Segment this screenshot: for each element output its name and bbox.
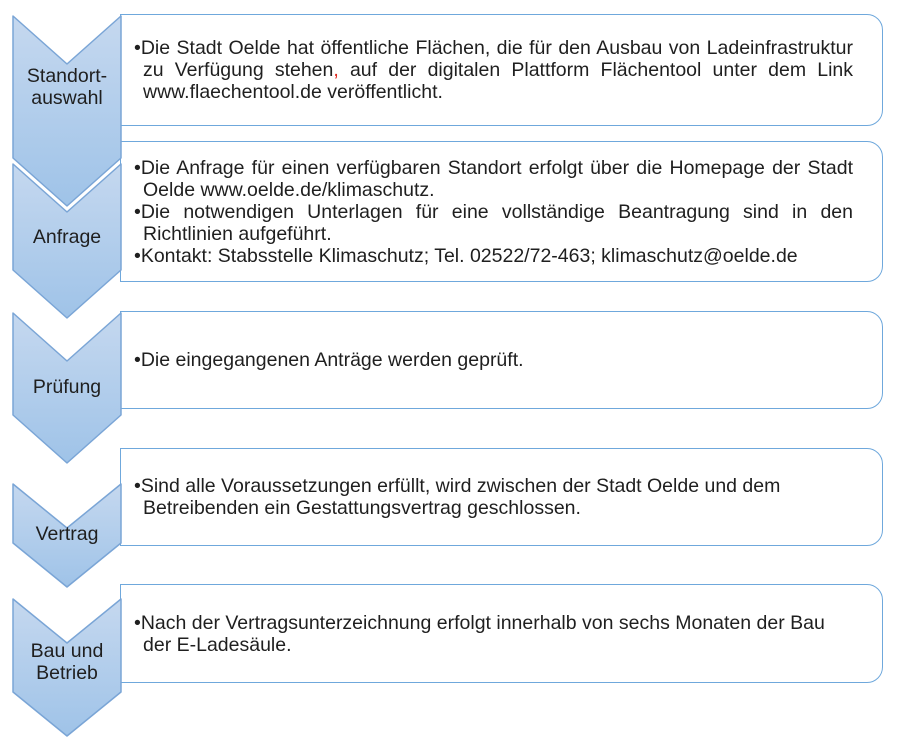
bullet-item xyxy=(134,201,853,245)
bullet-text: auf der digitalen Plattform Flächentool unter dem Link www.flaechentool.de veröffentlicht. xyxy=(143,59,853,103)
bullet-glyph: • xyxy=(134,244,141,267)
anfrage-box xyxy=(120,141,883,282)
bullet-text: Die Stadt Oelde hat öffentliche Flächen, die für den Ausbau von Ladeinfrastruktur zu Verfügung stehen xyxy=(140,37,853,81)
vertrag-box xyxy=(120,448,883,546)
chevron-down-icon-anfrage xyxy=(12,163,122,319)
bullet-item xyxy=(134,612,853,656)
red-comma: , xyxy=(333,59,339,81)
pruefung-box xyxy=(120,311,883,409)
bullet-item xyxy=(134,349,853,371)
bullet-text: Nach der Vertragsunterzeichnung erfolgt innerhalb von sechs Monaten der Bau der E-Ladesäule. xyxy=(140,611,825,656)
bullet-item xyxy=(134,475,853,519)
bullet-item xyxy=(134,245,853,267)
step-label-pruefung: Prüfung xyxy=(32,376,102,398)
step-label-bau-und-betrieb: Bau und Betrieb xyxy=(30,640,104,684)
bullet-glyph: • xyxy=(134,475,141,497)
bullet-glyph: • xyxy=(134,156,141,179)
bau-und-betrieb-box xyxy=(120,584,883,683)
bullet-text: Die Anfrage für einen verfügbaren Standort erfolgt über die Homepage der Stadt Oelde www.oelde.de/klimaschutz. xyxy=(140,156,853,201)
bullet-item xyxy=(134,157,853,201)
bullet-text: Kontakt: Stabsstelle Klimaschutz; Tel. 02522/72-463; klimaschutz@oelde.de xyxy=(140,244,798,267)
chevron-down-icon-vertrag xyxy=(12,483,122,588)
step-label-standortauswahl: Standort-auswahl xyxy=(26,65,108,109)
bullet-text: Die eingegangenen Anträge werden geprüft. xyxy=(140,349,524,371)
chevron-down-icon-bau-und-betrieb xyxy=(12,598,122,737)
bullet-glyph: • xyxy=(134,200,141,223)
bullet-item xyxy=(134,37,853,103)
step-label-vertrag: Vertrag xyxy=(35,523,99,545)
chevron-down-icon-pruefung xyxy=(12,312,122,464)
step-label-anfrage: Anfrage xyxy=(32,226,102,248)
bullet-glyph: • xyxy=(134,611,141,634)
bullet-text: Die notwendigen Unterlagen für eine vollständige Beantragung sind in den Richtlinien aufgeführt. xyxy=(140,200,853,245)
bullet-glyph: • xyxy=(134,37,141,59)
bullet-text: Sind alle Voraussetzungen erfüllt, wird zwischen der Stadt Oelde und dem Betreibenden ein Gestattungsvertrag geschlossen. xyxy=(140,475,781,519)
standortauswahl-box xyxy=(120,14,883,126)
bullet-glyph: • xyxy=(134,349,141,371)
